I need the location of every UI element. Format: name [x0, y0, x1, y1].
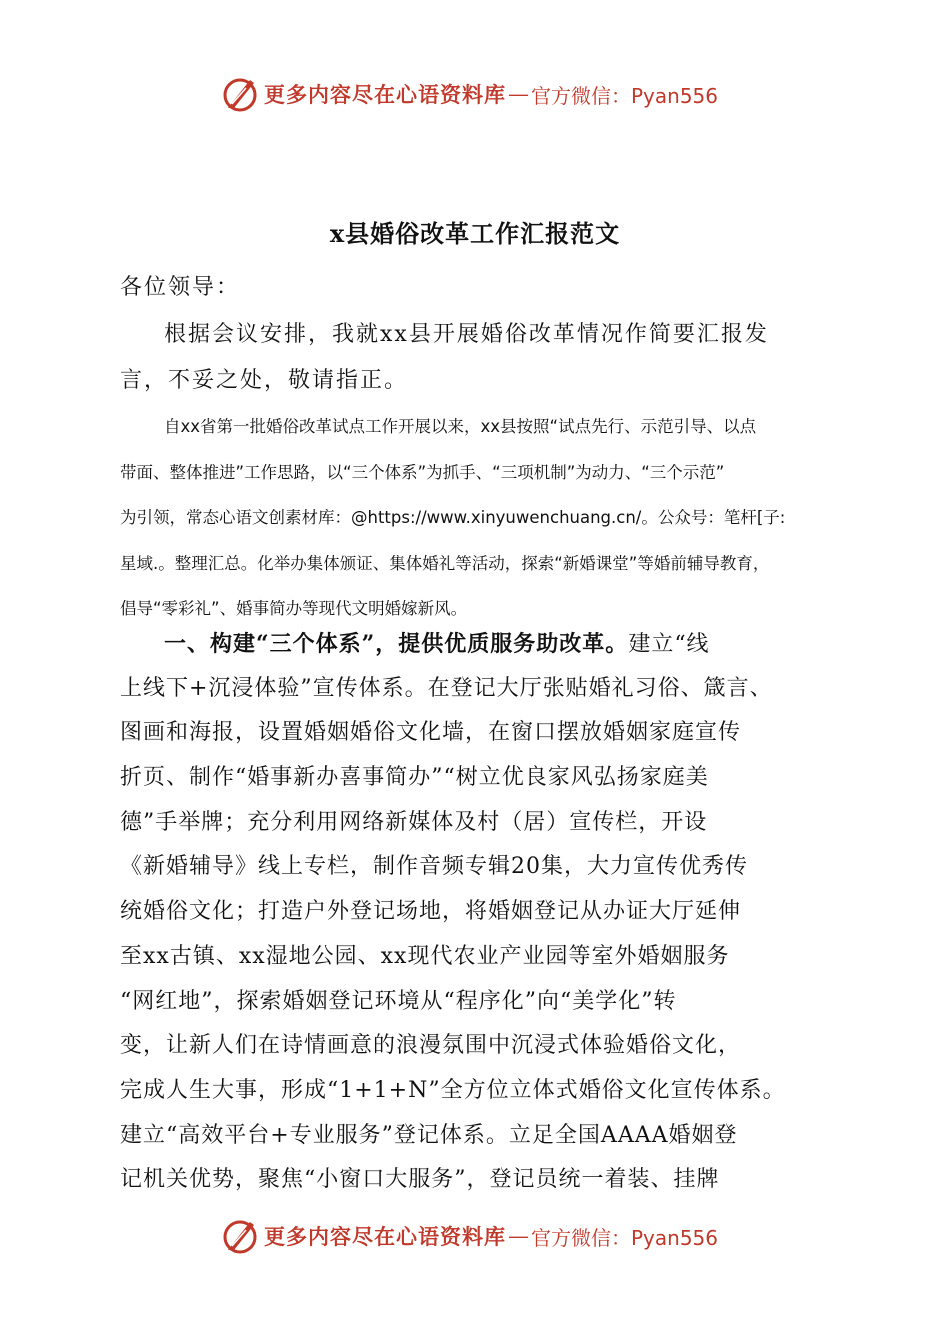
text-line: “网红地”，探索婚姻登记环境从“程序化”向“美学化”转 — [120, 988, 677, 1014]
text-line: 为引领，常态心语文创素材库：@https://www.xinyuwenchuang.cn/。公众号：笔杆[子: — [120, 508, 786, 527]
text-line: 《新婚辅导》线上专栏，制作音频专辑20集，大力宣传优秀传 — [120, 854, 748, 880]
text-line: 言，不妥之处，敬请指正。 — [120, 368, 409, 393]
banner-wechat-label: 官方微信： — [531, 1225, 631, 1250]
paragraph-section-one — [120, 622, 840, 1203]
text-line: 带面、整体推进”工作思路，以“三个体系”为抓手、“三项机制”为动力、“三个示范” — [120, 462, 725, 482]
quill-pen-logo-icon — [220, 74, 260, 114]
text-line: 德”手举牌；充分利用网络新媒体及村（居）宣传栏，开设 — [120, 809, 708, 835]
header-banner — [220, 72, 718, 116]
banner-wechat-label: 官方微信： — [531, 83, 631, 108]
text-line: 记机关优势，聚焦“小窗口大服务”，登记员统一着装、挂牌 — [120, 1167, 720, 1193]
paragraph-summary — [120, 404, 840, 632]
text-line: 建立“高效平台+专业服务”登记体系。立足全国AAAA婚姻登 — [120, 1122, 738, 1148]
banner-wechat — [531, 80, 718, 109]
text-line: 至xx古镇、xx湿地公园、xx现代农业产业园等室外婚姻服务 — [120, 943, 730, 969]
text-line: 自xx省第一批婚俗改革试点工作开展以来，xx县按照“试点先行、示范引导、以点 — [164, 417, 757, 436]
text-line: 根据会议安排，我就xx县开展婚俗改革情况作简要汇报发 — [164, 322, 769, 347]
banner-wechat — [531, 1222, 718, 1251]
banner-text: 更多内容尽在心语资料库 — [264, 83, 506, 107]
text-line-heading — [120, 622, 840, 667]
paragraph-intro — [120, 312, 840, 404]
footer-banner — [220, 1214, 718, 1258]
text-line: 完成人生大事，形成“1+1+N”全方位立体式婚俗文化宣传体系。 — [120, 1077, 786, 1103]
text-line: 倡导“零彩礼”、婚事简办等现代文明婚嫁新风。 — [120, 599, 468, 618]
text-line: 图画和海报，设置婚姻婚俗文化墙，在窗口摆放婚姻家庭宣传 — [120, 720, 742, 746]
heading-continuation: 建立“线 — [628, 632, 710, 657]
text-line: 统婚俗文化；打造户外登记场地，将婚姻登记从办证大厅延伸 — [120, 899, 742, 925]
section-heading: 一、构建“三个体系”，提供优质服务助改革。 — [164, 631, 629, 657]
text-line: 折页、制作“婚事新办喜事简办”“树立优良家风弘扬家庭美 — [120, 765, 709, 791]
banner-dash: — — [508, 82, 529, 106]
banner-wechat-id: Pyan556 — [631, 1225, 719, 1250]
text-line: 星域.。整理汇总。化举办集体颁证、集体婚礼等活动，探索“新婚课堂”等婚前辅导教育， — [120, 553, 770, 573]
banner-wechat-id: Pyan556 — [631, 83, 719, 108]
banner-dash: — — [508, 1224, 529, 1248]
text-line: 上线下+沉浸体验”宣传体系。在登记大厅张贴婚礼习俗、箴言、 — [120, 675, 773, 701]
salutation: 各位领导： — [120, 275, 241, 300]
banner-text: 更多内容尽在心语资料库 — [264, 1225, 506, 1249]
text-line: 变，让新人们在诗情画意的浪漫氛围中沉浸式体验婚俗文化， — [120, 1033, 742, 1059]
document-title: x县婚俗改革工作汇报范文 — [329, 219, 621, 248]
quill-pen-logo-icon — [220, 1216, 260, 1256]
